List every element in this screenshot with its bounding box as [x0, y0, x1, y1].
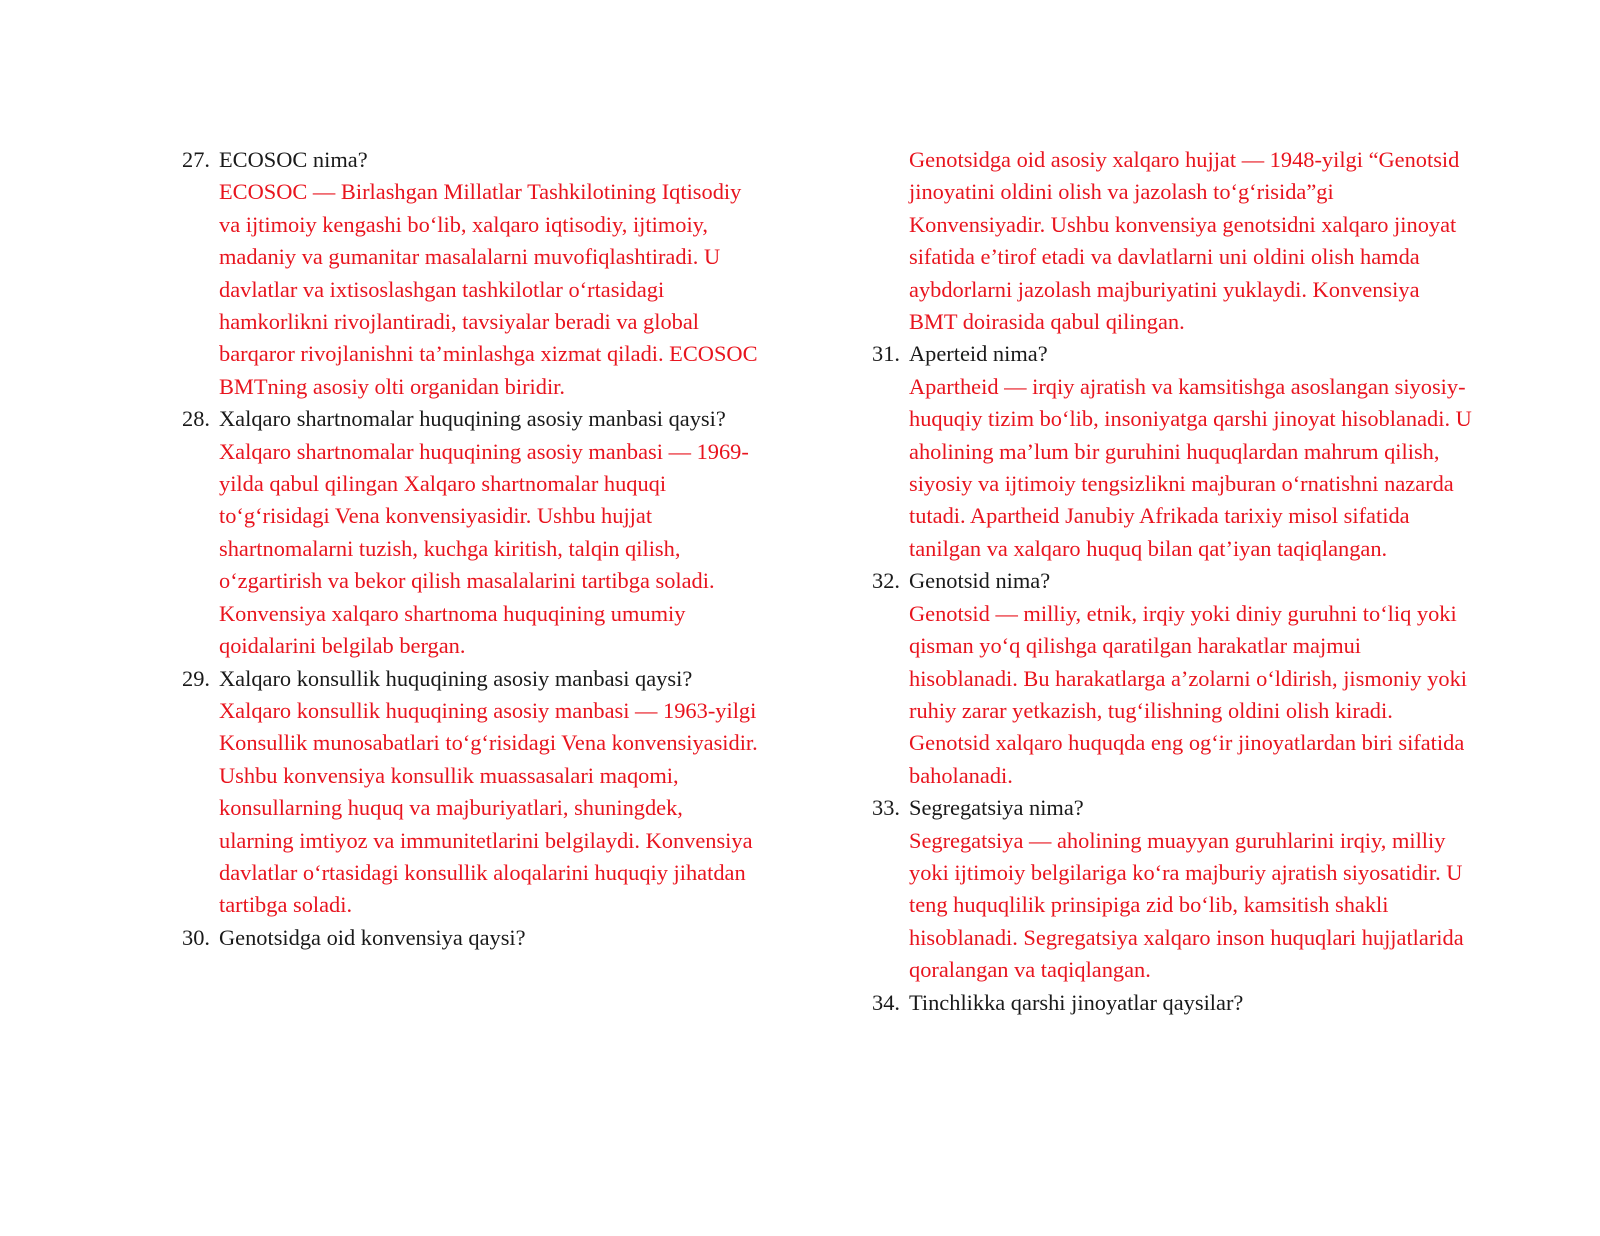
- question-text: Aperteid nima?: [909, 341, 1048, 367]
- question-text: ECOSOC nima?: [219, 147, 368, 172]
- question-number: 27.: [182, 147, 210, 172]
- answer-text-continued: Genotsidga oid asosiy xalqaro hujjat — 1948-yilgi “Genotsid jinoyatini oldini olish va jazolash to‘g‘risida”gi Konvensiyadir. Ushbu konvensiya genotsidni xalqaro jinoyat sifatida e’tirof etadi va davlatlarni uni oldini olish hamda aybdorlarni jazolash majburiyatini yuklaydi. Konvensiya BMT doirasida qabul qilingan.: [909, 147, 1460, 335]
- question-number: 30.: [182, 924, 210, 950]
- question-text: Segregatsiya nima?: [909, 795, 1084, 821]
- answer-text: Xalqaro konsullik huquqining asosiy manbasi — 1963-yilgi Konsullik munosabatlari to‘g‘risidagi Vena konvensiyasidir. Ushbu konvensiya konsullik muassasalari maqomi, konsullarning huquq va majburiyatlari, shuningdek, ularning imtiyoz va immunitetlarini belgilaydi. Konvensiya davlatlar o‘rtasidagi konsullik aloqalarini huquqiy jihatdan tartibga soladi.: [219, 697, 758, 918]
- answer-text: Xalqaro shartnomalar huquqining asosiy manbasi — 1969-yilda qabul qilingan Xalqaro shartnomalar huquqi to‘g‘risidagi Vena konvensiyasidir. Ushbu hujjat shartnomalarni tuzish, kuchga kiritish, talqin qilish, o‘zgartirish va bekor qilish masalalarini tartibga soladi. Konvensiya xalqaro shartnoma huquqining umumiy qoidalarini belgilab bergan.: [219, 438, 749, 659]
- qa-item-27: [182, 144, 762, 403]
- question-text: Xalqaro konsullik huquqining asosiy manbasi qaysi?: [219, 665, 693, 691]
- qa-item-34: [872, 987, 1472, 1019]
- answer-text: ECOSOC — Birlashgan Millatlar Tashkilotining Iqtisodiy va ijtimoiy kengashi bo‘lib, xalqaro iqtisodiy, ijtimoiy, madaniy va gumanitar masalalarni muvofiqlashtiradi. U davlatlar va ixtisoslashgan tashkilotlar o‘rtasidagi hamkorlikni rivojlantiradi, tavsiyalar beradi va global barqaror rivojlanishni ta’minlashga xizmat qiladi. ECOSOC BMTning asosiy olti organidan biridir.: [219, 179, 758, 399]
- question-text: Genotsidga oid konvensiya qaysi?: [219, 924, 526, 950]
- answer-text: Apartheid — irqiy ajratish va kamsitishga asoslangan siyosiy-huquqiy tizim bo‘lib, insoniyatga qarshi jinoyat hisoblanadi. U aholining ma’lum bir guruhini huquqlardan mahrum qilish, siyosiy va ijtimoiy tengsizlikni majburan o‘rnatishni nazarda tutadi. Apartheid Janubiy Afrikada tarixiy misol sifatida tanilgan va xalqaro huquq bilan qat’iyan taqiqlangan.: [909, 373, 1472, 561]
- qa-item-28: [182, 403, 762, 662]
- question-number: 33.: [872, 795, 900, 821]
- question-number: 28.: [182, 406, 210, 432]
- right-column: [872, 144, 1472, 1019]
- answer-text: Segregatsiya — aholining muayyan guruhlarini irqiy, milliy yoki ijtimoiy belgilariga ko‘ra majburiy ajratish siyosatidir. U teng huquqlilik prinsipiga zid bo‘lib, kamsitish shakli hisoblanadi. Segregatsiya xalqaro inson huquqlari hujjatlarida qoralangan va taqiqlangan.: [909, 827, 1464, 983]
- answer-text: Genotsid — milliy, etnik, irqiy yoki diniy guruhni to‘liq yoki qisman yo‘q qilishga qaratilgan harakatlar majmui hisoblanadi. Bu harakatlarga a’zolarni o‘ldirish, jismoniy yoki ruhiy zarar yetkazish, tug‘ilishning oldini olish kiradi. Genotsid xalqaro huquqda eng og‘ir jinoyatlardan biri sifatida baholanadi.: [909, 600, 1467, 788]
- qa-item-31: [872, 338, 1472, 565]
- question-number: 31.: [872, 341, 900, 367]
- question-number: 34.: [872, 989, 900, 1015]
- question-number: 32.: [872, 568, 900, 594]
- qa-item-33: [872, 792, 1472, 986]
- question-text: Genotsid nima?: [909, 568, 1051, 594]
- qa-item-29: [182, 663, 762, 922]
- left-column: [182, 144, 762, 954]
- qa-item-30: [182, 922, 762, 954]
- question-text: Tinchlikka qarshi jinoyatlar qaysilar?: [909, 989, 1244, 1015]
- question-text: Xalqaro shartnomalar huquqining asosiy manbasi qaysi?: [219, 406, 726, 432]
- question-number: 29.: [182, 665, 210, 691]
- qa-item-32: [872, 565, 1472, 792]
